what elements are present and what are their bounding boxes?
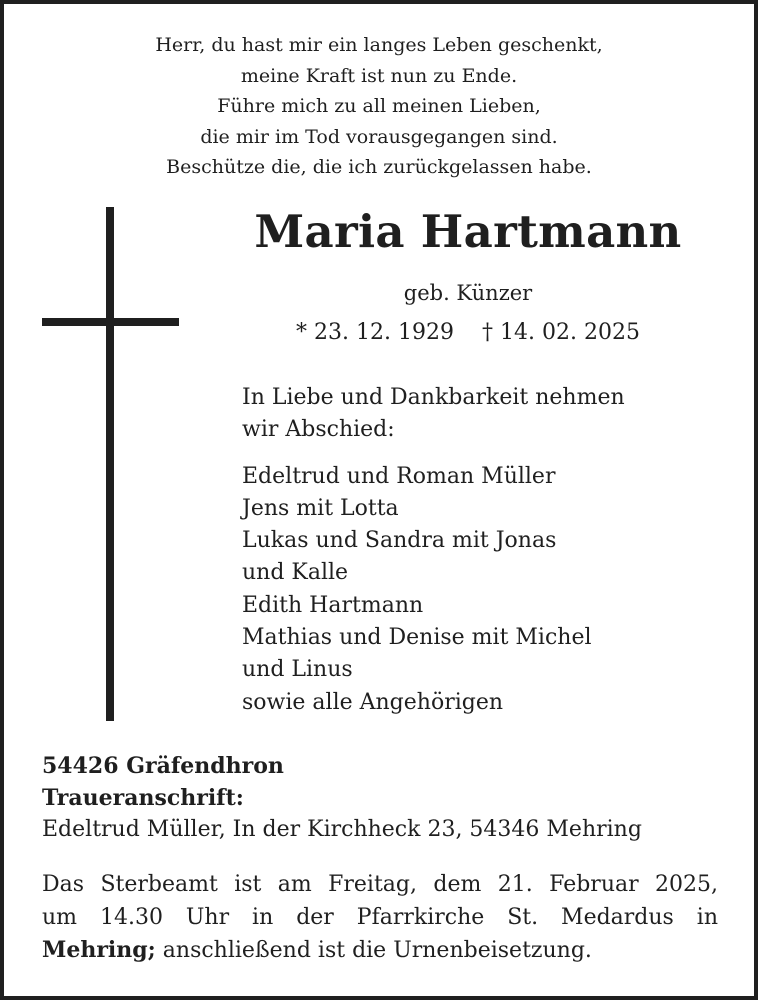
birth-date: * 23. 12. 1929 [296,320,454,345]
family-member: Jens mit Lotta [242,495,399,521]
intro-line: wir Abschied: [242,417,395,443]
family-member: und Kalle [242,560,349,586]
deceased-name: Maria Hartmann [254,205,682,258]
mourning-address-label: Traueranschrift: [42,785,244,811]
family-member: sowie alle Angehörigen [242,689,504,715]
poem-line: Herr, du hast mir ein langes Leben geschenkt, [155,34,603,56]
family-block [242,382,722,719]
family-members [242,461,722,719]
death-date: † 14. 02. 2025 [482,320,640,345]
service-location: Mehring; [42,937,156,963]
service-line-rest: anschließend ist die Urnenbeisetzung. [155,938,592,963]
family-intro [242,382,722,447]
family-member: Mathias und Denise mit Michel [242,625,592,651]
born-name: geb. Künzer [403,281,533,305]
poem-line: meine Kraft ist nun zu Ende. [240,64,518,87]
cross-icon [106,207,114,721]
place: 54426 Gräfendhron [42,753,284,779]
family-member: Lukas und Sandra mit Jonas [242,528,557,554]
service-line [42,934,718,968]
cross-icon-beam [42,318,179,326]
address-block [42,750,722,846]
mourning-address: Edeltrud Müller, In der Kirchheck 23, 54346 Mehring [42,817,642,842]
life-dates [228,316,708,350]
poem [0,30,758,183]
service-line: um 14.30 Uhr in der Pfarrkirche St. Medardus in [42,904,718,930]
family-member: Edith Hartmann [242,592,424,618]
poem-line: Führe mich zu all meinen Lieben, [217,95,541,117]
service-announcement [42,869,718,968]
family-member: Edeltrud und Roman Müller [242,463,556,489]
service-line: Das Sterbeamt ist am Freitag, dem 21. Februar 2025, [42,872,718,897]
intro-line: In Liebe und Dankbarkeit nehmen [242,385,625,410]
poem-line: die mir im Tod vorausgegangen sind. [200,125,558,148]
poem-line: Beschütze die, die ich zurückgelassen habe. [166,156,592,178]
family-member: und Linus [242,657,353,683]
